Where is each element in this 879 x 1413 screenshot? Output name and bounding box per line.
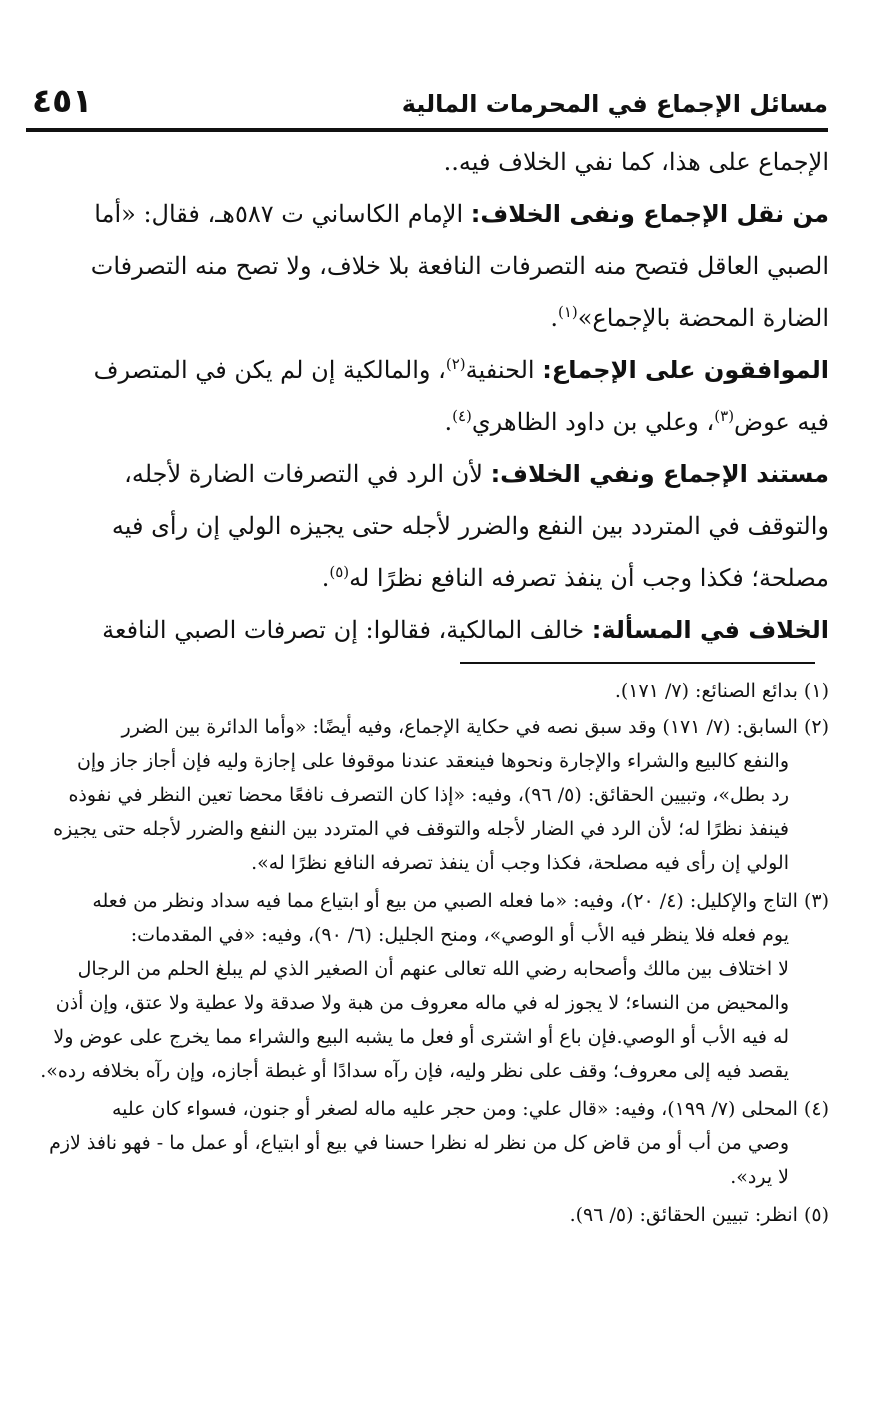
text-line xyxy=(112,512,829,564)
paragraph-basis xyxy=(124,460,829,512)
footnote-2: (٢) السابق: (٧/ ١٧١) وقد سبق نصه في حكاية الإجماع، وفيه أيضًا: «وأما الدائرة بين الضرر xyxy=(121,716,829,738)
running-title: مسائل الإجماع في المحرمات المالية xyxy=(401,90,828,118)
footnote-separator xyxy=(460,662,815,664)
continuation-text: الإجماع على هذا، كما نفي الخلاف فيه. xyxy=(451,148,829,176)
footnote-3-line: والمحيض من النساء؛ لا يجوز له في ماله معروف من هبة ولا صدقة ولا عطية ولا عتق، وإن أذن xyxy=(55,992,789,1014)
heading-agreers: الموافقون على الإجماع: xyxy=(542,356,829,384)
paragraph-dispute xyxy=(102,616,829,668)
paragraph-text: الصبي العاقل فتصح منه التصرفات النافعة بلا خلاف، ولا تصح منه التصرفات xyxy=(90,252,829,280)
footnote-4-line: لا يرد». xyxy=(730,1166,789,1188)
text-line: الضارة المحضة بالإجماع»$^{(١)}$. xyxy=(550,303,829,332)
paragraph-text: خالف المالكية، فقالوا: إن تصرفات الصبي النافعة xyxy=(102,616,592,644)
paragraph-text: ، والمالكية إن لم يكن في المتصرف xyxy=(93,356,446,384)
footnote-1: (١) بدائع الصنائع: (٧/ ١٧١). xyxy=(614,680,829,702)
footnote-ref-3: (٣) xyxy=(714,407,735,425)
footnote-2-line: والنفع كالبيع والشراء والإجارة ونحوها فينعقد عندنا موقوفا على إجازة وليه فإن أجاز جاز وإن xyxy=(76,750,789,772)
paragraph-text: مصلحة؛ فكذا وجب أن ينفذ تصرفه النافع نظرًا له xyxy=(349,564,829,592)
paragraph-text: الإمام الكاساني ت ٥٨٧هـ، فقال: «أما xyxy=(94,200,471,228)
paragraph-text: الحنفية xyxy=(465,356,543,384)
paragraph-text: الضارة المحضة بالإجماع» xyxy=(577,304,829,332)
paragraph-text: فيه عوض xyxy=(734,408,829,436)
text-line: مصلحة؛ فكذا وجب أن ينفذ تصرفه النافع نظرًا له$^{(٥)}$. xyxy=(321,563,829,592)
footnote-3-line: لا اختلاف بين مالك وأصحابه رضي الله تعالى عنهم أن الصغير الذي لم يبلغ الحلم من الرجال xyxy=(77,958,789,980)
text-line xyxy=(91,252,829,304)
header-rule xyxy=(26,128,828,132)
heading-transmitters: من نقل الإجماع ونفى الخلاف: xyxy=(470,200,829,228)
footnote-ref-5: (٥) xyxy=(329,563,350,581)
text-line-1: الإجماع على هذا، كما نفي الخلاف فيه.. xyxy=(443,148,829,176)
text-line: فيه عوض$^{(٣)}$، وعلي بن داود الظاهري$^{(٤)}$. xyxy=(444,407,829,436)
paragraph-agreers xyxy=(94,356,829,408)
footnote-4-line: وصي من أب أو من قاض كل من نظر له نظرا حسنا في بيع أو ابتياع، أو عمل ما - فهو نافذ لازم xyxy=(49,1132,789,1154)
page-header xyxy=(26,78,828,128)
footnote-3: (٣) التاج والإكليل: (٤/ ٢٠)، وفيه: «ما فعله الصبي من بيع أو ابتياع مما فيه سداد ونظر من فعله xyxy=(92,890,829,912)
paragraph-text: ، وعلي بن داود الظاهري xyxy=(471,408,715,436)
footnote-3-line: له فيه الأب أو الوصي.فإن باع أو اشترى أو فعل ما يشبه البيع والشراء مما يخرج على عوض ولا xyxy=(53,1026,789,1048)
paragraph-text: والتوقف في المتردد بين النفع والضرر لأجله حتى يجيزه الولي إن رأى فيه xyxy=(111,512,829,540)
footnote-ref-1: (١) xyxy=(557,303,578,321)
footnote-ref-4: (٤) xyxy=(452,407,472,425)
footnote-5: (٥) انظر: تبيين الحقائق: (٥/ ٩٦). xyxy=(569,1204,829,1226)
heading-basis: مستند الإجماع ونفي الخلاف: xyxy=(490,460,829,488)
footnote-3-line: يوم فعله فلا ينظر فيه الأب أو الوصي»، ومنح الجليل: (٦/ ٩٠)، وفيه: «في المقدمات: xyxy=(130,924,789,946)
footnote-2-line: فينفذ نظرًا له؛ لأن الرد في الضار لأجله والتوقف في المتردد بين النفع والضرر لأجله حتى يجيزه xyxy=(53,818,789,840)
paragraph-transmitters xyxy=(94,200,829,252)
footnote-3-line: يقصد فيه إلى معروف؛ وقف على نظر وليه، فإن رآه سدادًا أو غبطة أجازه، وإن رآه بخلافه رده». xyxy=(40,1060,789,1082)
footnote-4: (٤) المحلى (٧/ ١٩٩)، وفيه: «قال علي: ومن حجر عليه ماله لصغر أو جنون، فسواء كان عليه xyxy=(111,1098,829,1120)
paragraph-text: لأن الرد في التصرفات الضارة لأجله، xyxy=(124,460,491,488)
footnote-ref-2: (٢) xyxy=(445,355,466,373)
page-number: ٤٥١ xyxy=(32,81,93,120)
heading-dispute: الخلاف في المسألة: xyxy=(591,616,829,644)
footnote-2-line: الولي إن رأى فيه مصلحة، فكذا وجب أن ينفذ تصرفه النافع نظرًا له». xyxy=(251,852,789,874)
footnote-2-line: رد بطل»، وتبيين الحقائق: (٥/ ٩٦)، وفيه: «إذا كان التصرف نافعًا محضا تعين النظر في نفوذه xyxy=(68,784,789,806)
